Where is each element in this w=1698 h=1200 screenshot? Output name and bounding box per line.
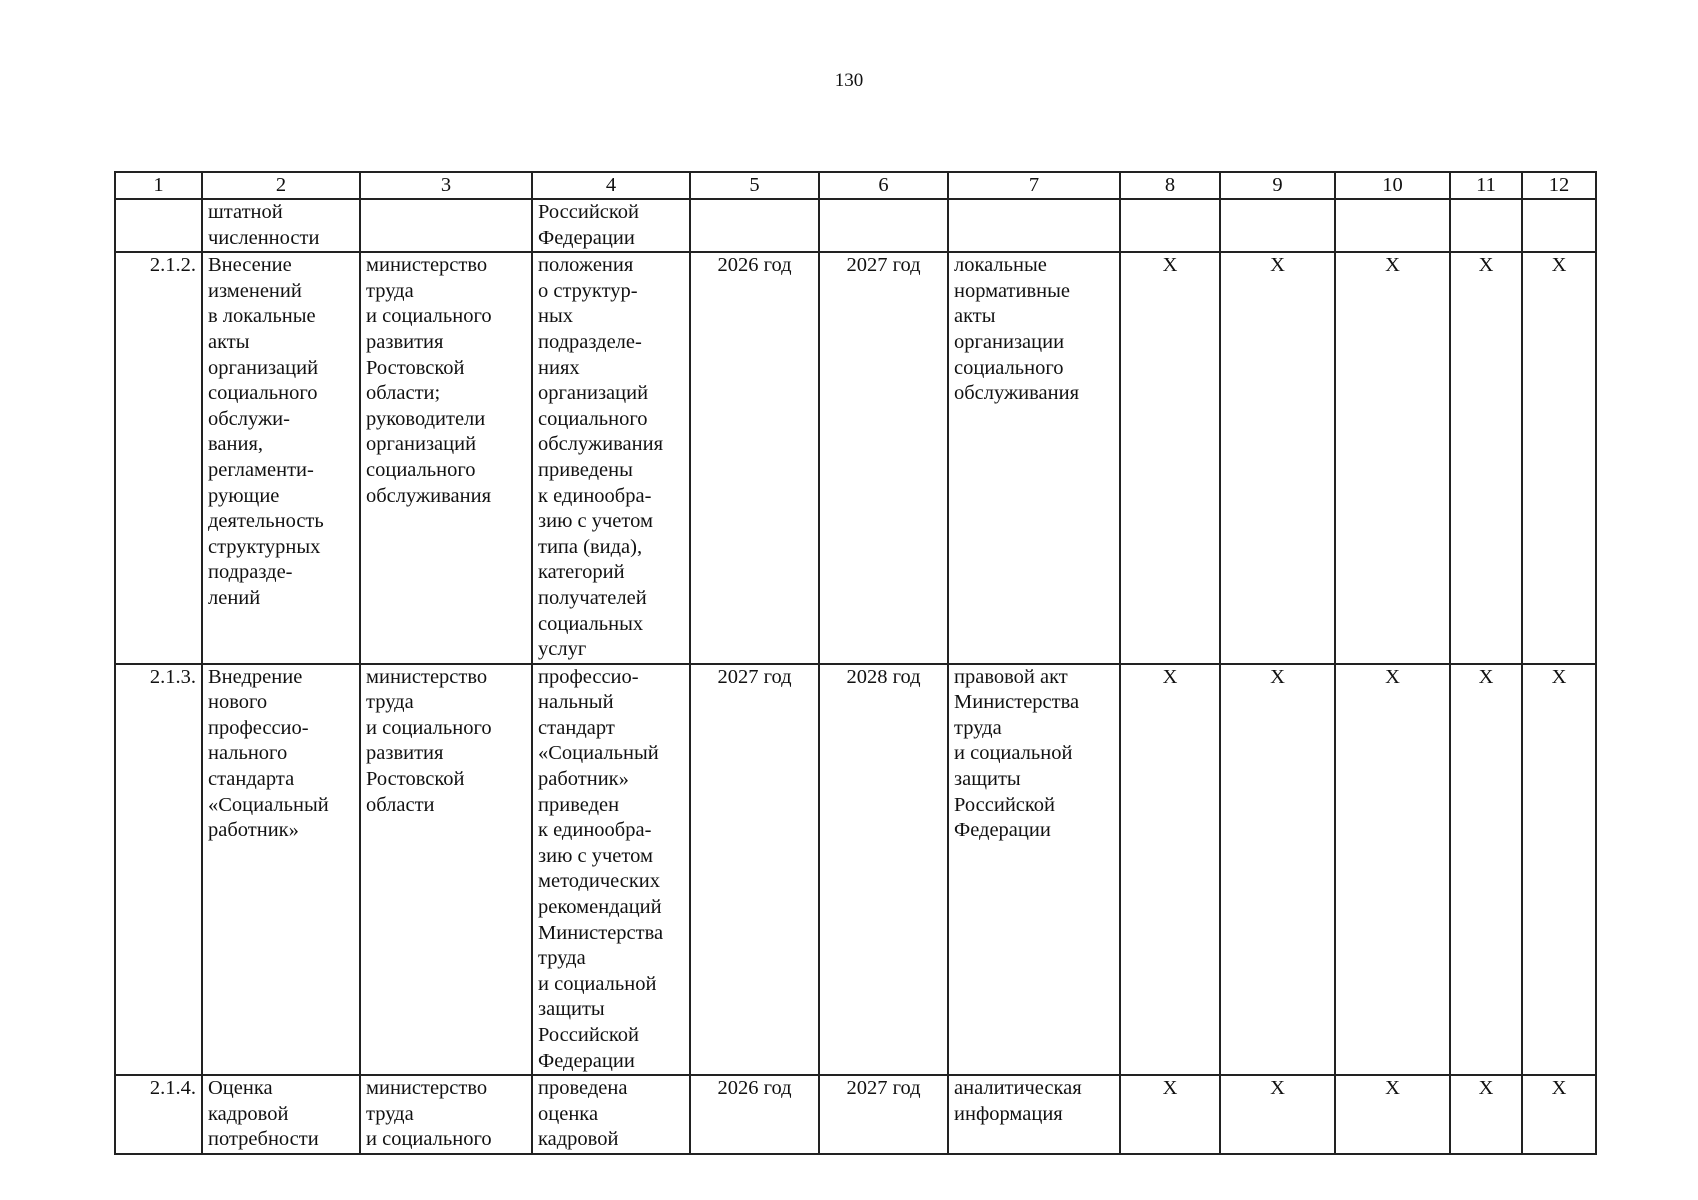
column-header: 11 xyxy=(1450,172,1522,199)
measure-cell: штатной численности xyxy=(202,199,360,252)
mark-cell xyxy=(1450,199,1522,252)
result-cell: проведена оценка кадровой xyxy=(532,1075,690,1154)
result-cell: положения о структур- ных подразделе- ниях организаций социального обслуживания приведены к единообра- зию с учетом типа (вида), категорий получателей социальных услуг xyxy=(532,252,690,664)
mark-cell: X xyxy=(1450,1075,1522,1154)
mark-cell: X xyxy=(1220,1075,1335,1154)
executor-cell: министерство труда и социального xyxy=(360,1075,532,1154)
start-date-cell: 2026 год xyxy=(690,252,819,664)
column-header: 8 xyxy=(1120,172,1220,199)
executor-cell: министерство труда и социального развития Ростовской области; руководители организаций социального обслуживания xyxy=(360,252,532,664)
column-header: 2 xyxy=(202,172,360,199)
mark-cell xyxy=(1120,199,1220,252)
column-header: 10 xyxy=(1335,172,1450,199)
measure-cell: Оценка кадровой потребности xyxy=(202,1075,360,1154)
executor-cell: министерство труда и социального развития Ростовской области xyxy=(360,664,532,1076)
end-date-cell xyxy=(819,199,948,252)
mark-cell xyxy=(1522,199,1596,252)
mark-cell: X xyxy=(1450,252,1522,664)
row-number-cell: 2.1.3. xyxy=(115,664,202,1076)
document-cell: аналитическая информация xyxy=(948,1075,1120,1154)
table-row xyxy=(115,199,1596,252)
start-date-cell: 2026 год xyxy=(690,1075,819,1154)
row-number-cell: 2.1.2. xyxy=(115,252,202,664)
plan-table xyxy=(114,171,1597,1155)
mark-cell: X xyxy=(1220,252,1335,664)
document-cell xyxy=(948,199,1120,252)
mark-cell: X xyxy=(1522,664,1596,1076)
mark-cell: X xyxy=(1335,664,1450,1076)
mark-cell: X xyxy=(1335,1075,1450,1154)
column-header: 5 xyxy=(690,172,819,199)
column-header: 12 xyxy=(1522,172,1596,199)
mark-cell: X xyxy=(1522,1075,1596,1154)
document-cell: локальные нормативные акты организации социального обслуживания xyxy=(948,252,1120,664)
column-header: 3 xyxy=(360,172,532,199)
mark-cell: X xyxy=(1220,664,1335,1076)
end-date-cell: 2028 год xyxy=(819,664,948,1076)
table-row xyxy=(115,1075,1596,1154)
measure-cell: Внесение изменений в локальные акты организаций социального обслужи- вания, регламенти- рующие деятельность структурных подразде- лений xyxy=(202,252,360,664)
row-number-cell xyxy=(115,199,202,252)
end-date-cell: 2027 год xyxy=(819,1075,948,1154)
mark-cell: X xyxy=(1335,252,1450,664)
table-row xyxy=(115,664,1596,1076)
start-date-cell: 2027 год xyxy=(690,664,819,1076)
column-header: 4 xyxy=(532,172,690,199)
mark-cell: X xyxy=(1522,252,1596,664)
executor-cell xyxy=(360,199,532,252)
mark-cell xyxy=(1220,199,1335,252)
mark-cell: X xyxy=(1120,1075,1220,1154)
measure-cell: Внедрение нового профессио- нального стандарта «Социальный работник» xyxy=(202,664,360,1076)
column-header: 7 xyxy=(948,172,1120,199)
row-number-cell: 2.1.4. xyxy=(115,1075,202,1154)
table-header-row xyxy=(115,172,1596,199)
end-date-cell: 2027 год xyxy=(819,252,948,664)
mark-cell: X xyxy=(1120,664,1220,1076)
column-header: 1 xyxy=(115,172,202,199)
mark-cell: X xyxy=(1120,252,1220,664)
result-cell: Российской Федерации xyxy=(532,199,690,252)
column-header: 6 xyxy=(819,172,948,199)
page-number: 130 xyxy=(834,70,864,91)
mark-cell: X xyxy=(1450,664,1522,1076)
start-date-cell xyxy=(690,199,819,252)
mark-cell xyxy=(1335,199,1450,252)
result-cell: профессио- нальный стандарт «Социальный работник» приведен к единообра- зию с учетом методических рекомендаций Министерства труда и социальной защиты Российской Федерации xyxy=(532,664,690,1076)
document-cell: правовой акт Министерства труда и социальной защиты Российской Федерации xyxy=(948,664,1120,1076)
column-header: 9 xyxy=(1220,172,1335,199)
table-row xyxy=(115,252,1596,664)
